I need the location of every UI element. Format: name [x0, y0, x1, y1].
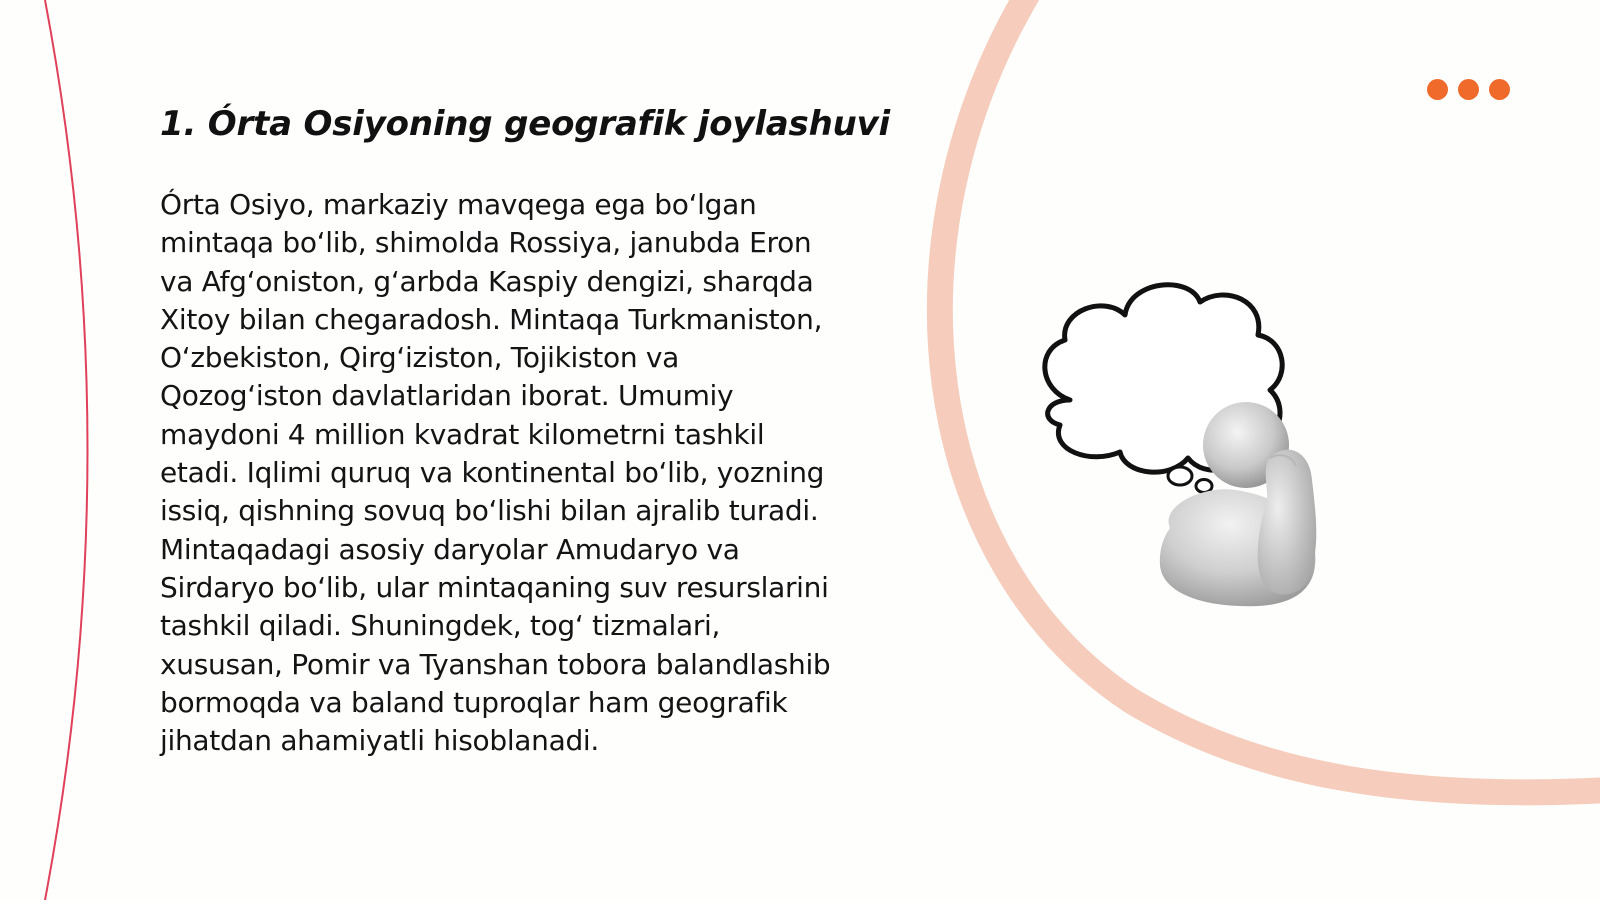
decorative-dots — [1427, 79, 1510, 100]
left-curve-line — [45, 0, 88, 900]
thinking-person-icon — [1030, 280, 1350, 620]
slide-title: 1. Órta Osiyoning geografik joylashuvi — [160, 104, 891, 144]
slide-body-text: Órta Osiyo, markaziy mavqega ega bo‘lgan mintaqa bo‘lib, shimolda Rossiya, janubda Eron va Afg‘oniston, g‘arbda Kaspiy dengizi, sharqda Xitoy bilan chegaradosh. Mintaqa Turkmaniston, O‘zbekiston, Qirg‘iziston, Tojikiston va Qozog‘iston davlatlaridan iborat. Umumiy maydoni 4 million kvadrat kilometrni tashkil etadi. Iqlimi quruq va kontinental bo‘lib, yozning issiq, qishning sovuq bo‘lishi bilan ajralib turadi. Mintaqadagi asosiy daryolar Amudaryo va Sirdaryo bo‘lib, ular mintaqaning suv resurslarini tashkil qiladi. Shuningdek, tog‘ tizmalari, xususan, Pomir va Tyanshan tobora balandlashib bormoqda va baland tuproqlar ham geografik jihatdan ahamiyatli hisoblanadi. — [160, 188, 831, 758]
dot-icon — [1458, 79, 1479, 100]
dot-icon — [1427, 79, 1448, 100]
dot-icon — [1489, 79, 1510, 100]
